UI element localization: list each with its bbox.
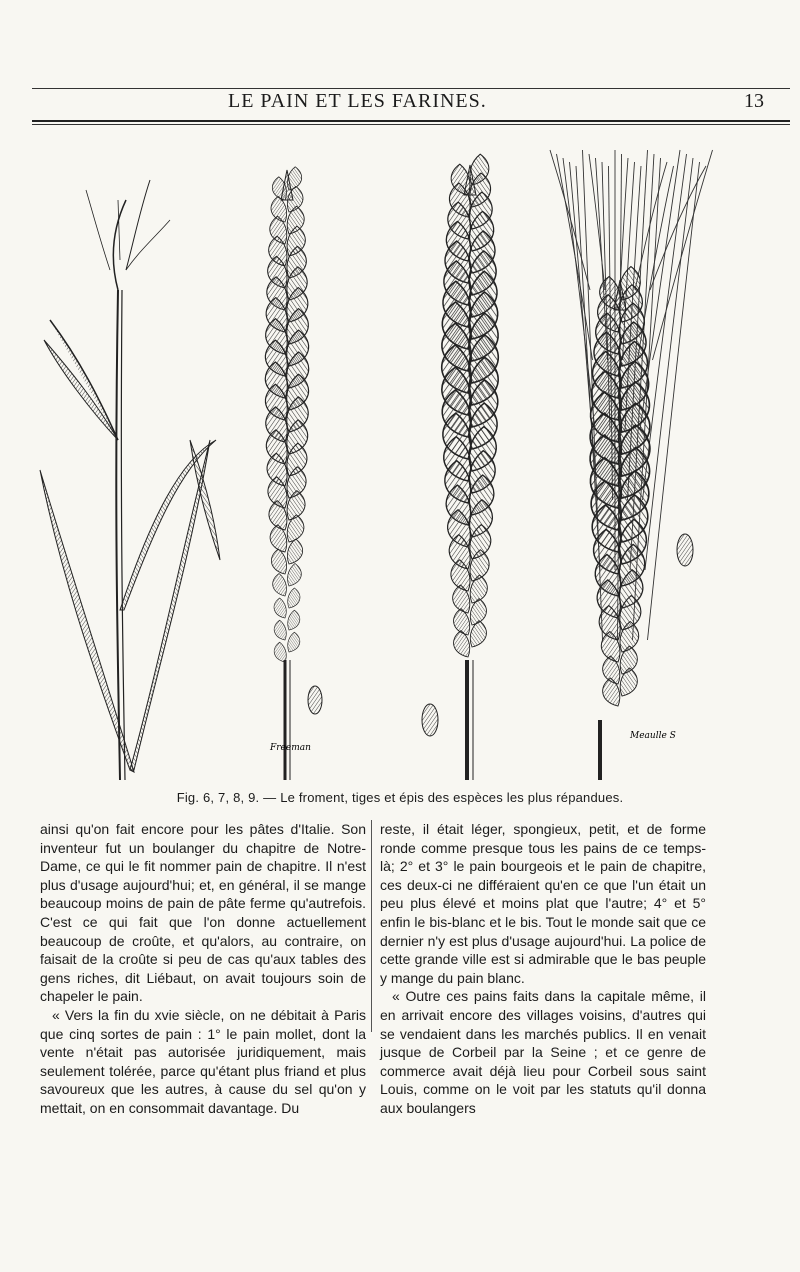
page-number: 13: [744, 90, 764, 112]
grain: [288, 588, 300, 608]
awn: [648, 162, 700, 640]
grain-detail-fig7: [308, 686, 322, 714]
running-head: [0, 90, 800, 116]
column-divider: [371, 820, 372, 1032]
engraver-signature-right: Meaulle S: [630, 731, 676, 741]
awn: [645, 158, 693, 570]
wheat-plant-fig6: [40, 180, 220, 780]
paragraph: « Vers la fin du xvie siècle, on ne débitait à Paris que cinq sortes de pain : 1° le pain mollet, dont la vente n'était pas autorisée juridiquement, mais seulement tolérée, parce qu'étant plus friand et plus savoureux que les autres, à cause du sel qu'on y mettait, on en consommait davantage. Du: [40, 1006, 366, 1116]
awn: [563, 158, 595, 430]
top-rule: [32, 88, 790, 89]
grain: [288, 610, 300, 630]
wheat-engraving: [30, 140, 790, 780]
wheat-ear-fig9: [550, 150, 713, 780]
awn: [650, 166, 706, 290]
header-rule-thin: [32, 124, 790, 125]
text-column-left: [40, 820, 366, 1118]
grain: [274, 620, 286, 640]
paragraph: « Outre ces pains faits dans la capitale même, il en arrivait encore des villages voisins, d'autres qui se vendaient dans les marchés publics. Il en venait jusque de Corbeil par la Seine ; et ce genre de commerce avait déjà lieu pour Corbeil sous saint Louis, comme on le voit par les statuts qu'il donna aux boulangers: [380, 988, 706, 1116]
grain: [273, 573, 287, 596]
paragraph: reste, il était léger, spongieux, petit, et de forme ronde comme presque tous les pains de ce temps-là; 2° et 3° le pain bourgeois et le pain de chapitre, ces deux-ci ne différaient qu'en ce que l'un était un peu plus élevé et moins plat que l'autre; 4° et 5° enfin le bis-blanc et le bis. Tout le monde sait que ce dernier n'y est plus d'usage aujourd'hui. La police de cette grande ville est si admirable que le bas peuple y mange du pain blanc.: [380, 821, 706, 986]
text-column-right: [380, 820, 706, 1118]
grain-detail-fig8: [422, 704, 438, 736]
grain: [274, 598, 286, 618]
wheat-illustration: [30, 140, 790, 780]
grain: [288, 632, 300, 652]
grain: [271, 549, 286, 574]
engraver-signature-left: Freeman: [270, 743, 311, 753]
header-rule: [32, 120, 790, 122]
grain-detail-fig9: [677, 534, 693, 566]
paragraph: ainsi qu'on fait encore pour les pâtes d'Italie. Son inventeur fut un boulanger du chapitre de Notre-Dame, ce qui le fit nommer pain de chapitre. Il n'est plus d'usage aujourd'hui; et, en général, il se mange beaucoup moins de pain de pâte ferme qu'autrefois. C'est ce qui fait que l'on donne actuellement beaucoup de croûte, et qu'alors, au contraire, on faisait de la croûte si peu de cas qu'aux tables des gens riches, dit Liébaut, on avait toujours soin de chapeler le pain.: [40, 821, 366, 1005]
figure-caption: Fig. 6, 7, 8, 9. — Le froment, tiges et épis des espèces les plus répandues.: [176, 790, 624, 805]
grain: [274, 642, 286, 662]
grain: [288, 563, 302, 586]
grain: [287, 539, 302, 564]
running-title: LE PAIN ET LES FARINES.: [228, 90, 487, 112]
wheat-ear-fig8: [422, 154, 498, 780]
wheat-ear-fig7: [265, 167, 322, 780]
